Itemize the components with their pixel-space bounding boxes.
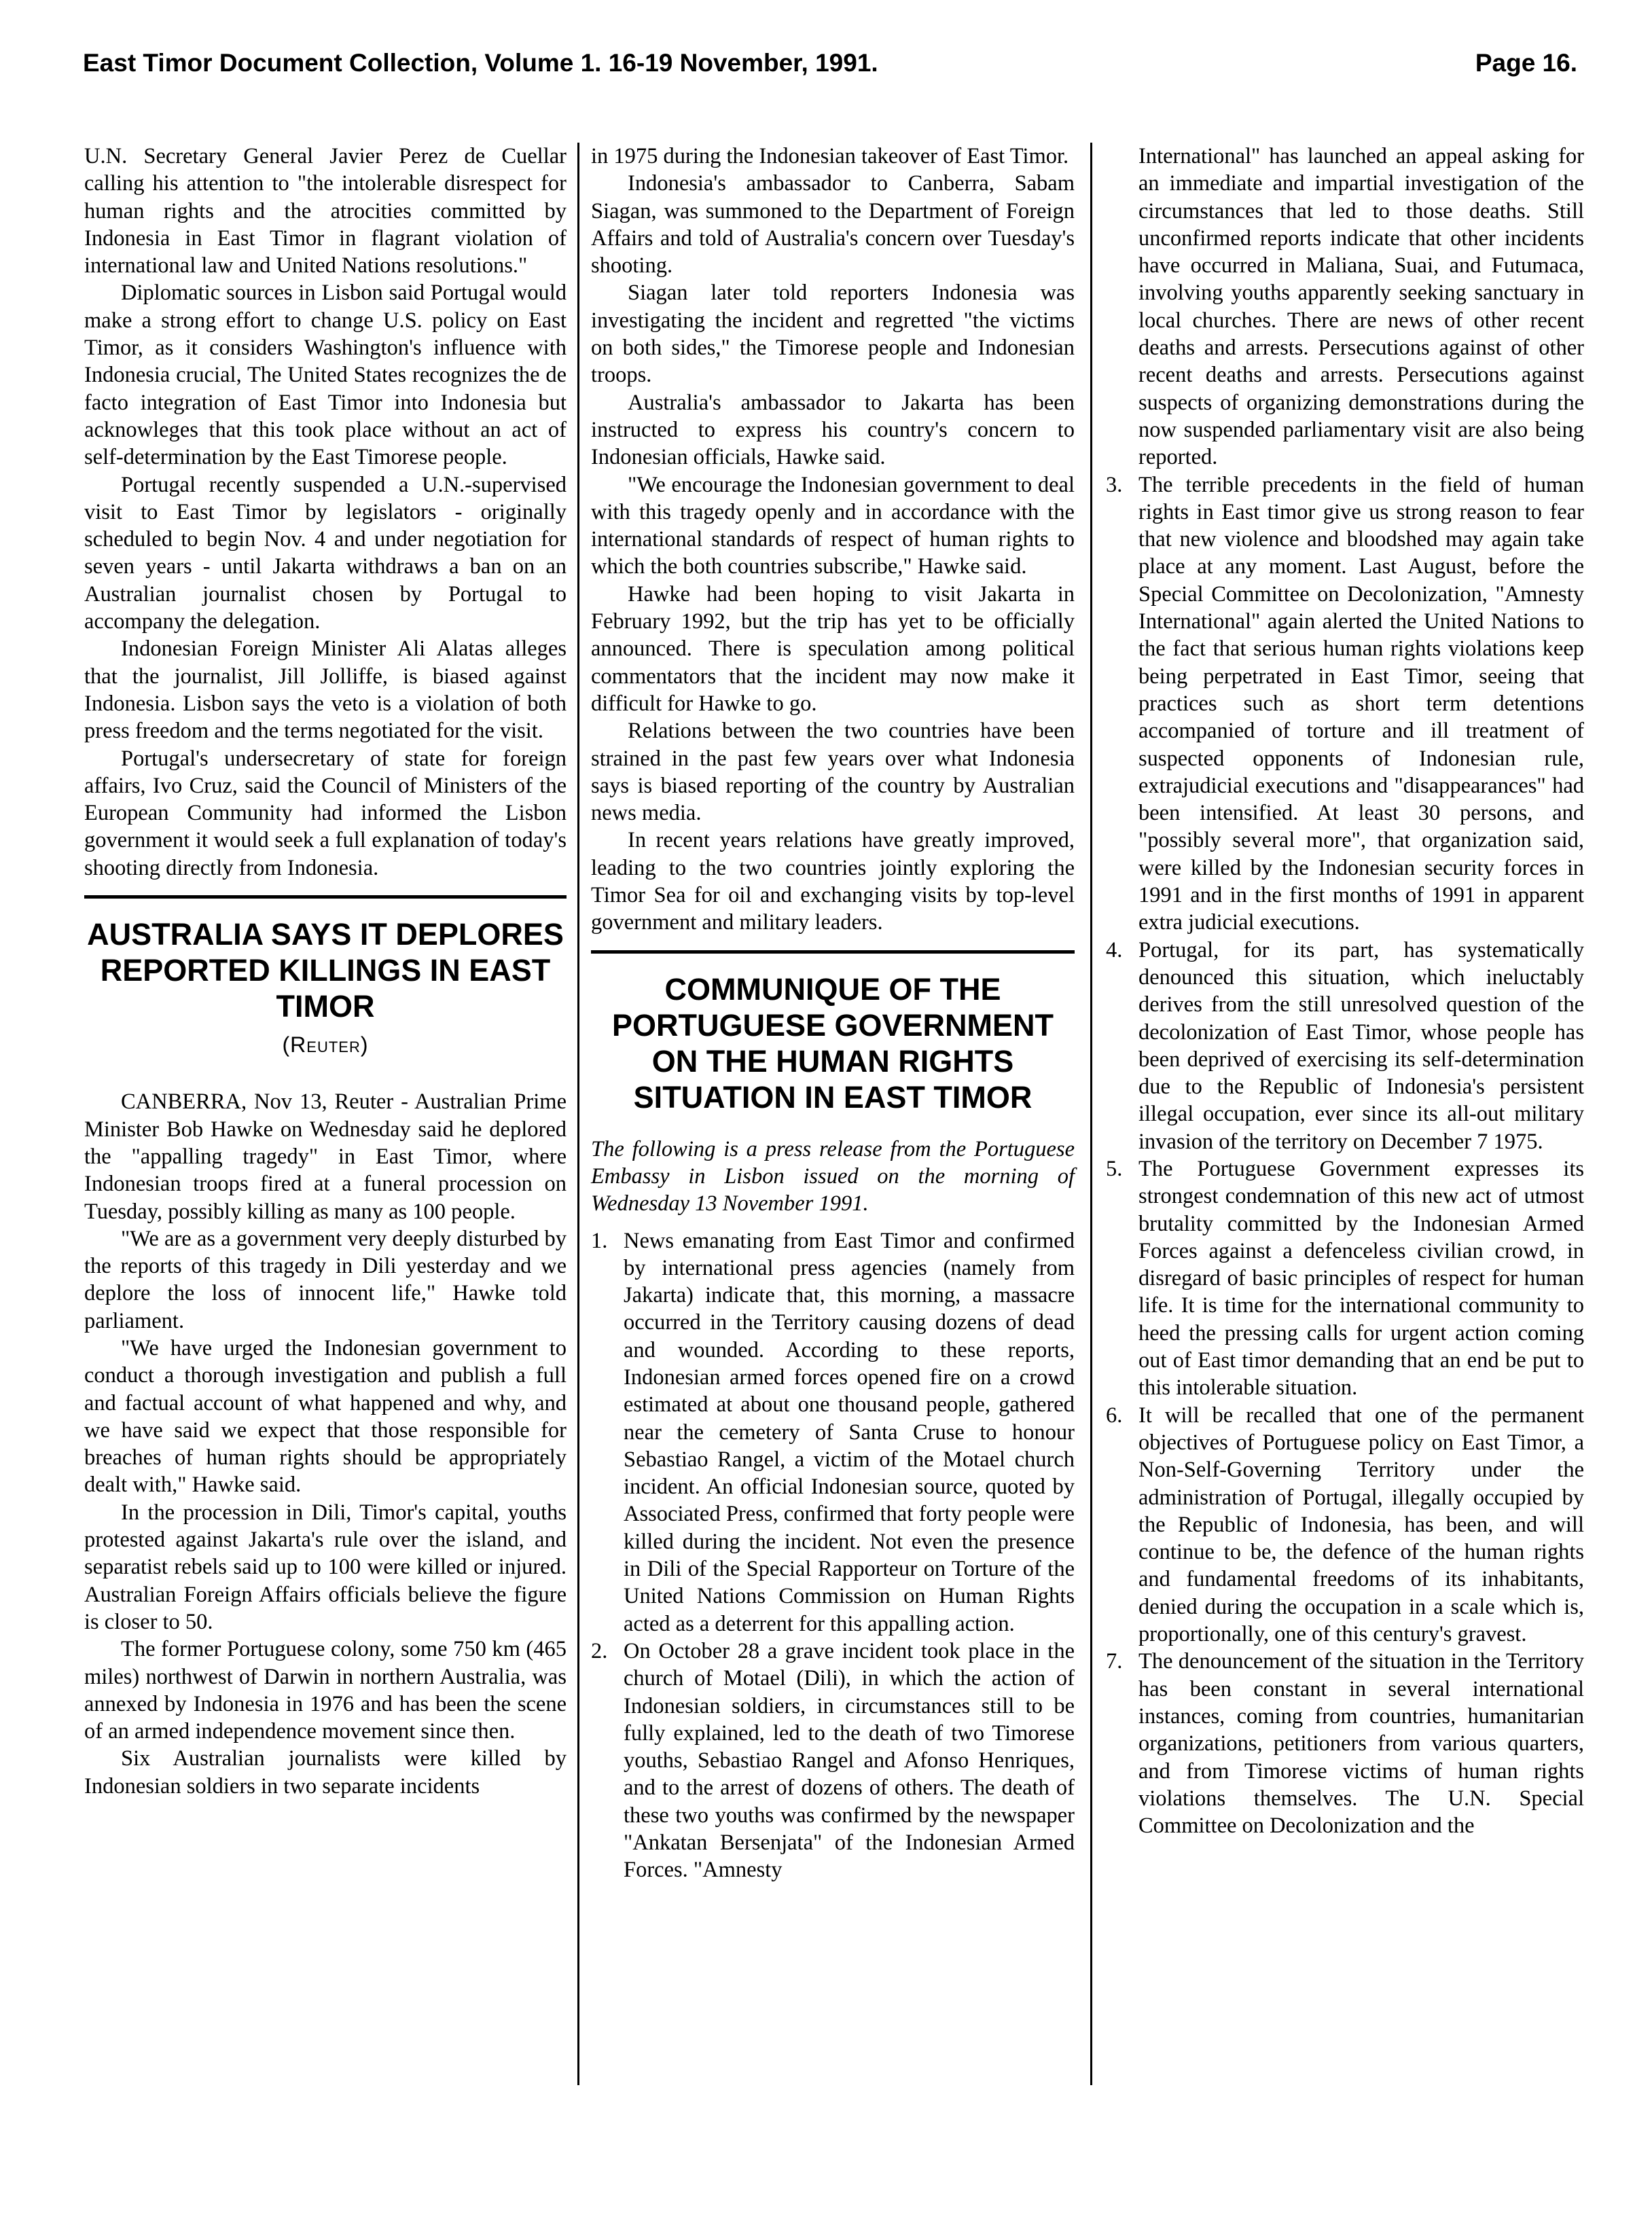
item-text: Portugal, for its part, has systematically denounced this situation, which ineluctably derives from the still unresolved question of the decolonization of East Timor, whose people has been deprived of exercising its self-determination due to the Republic of Indonesia's persistent illegal occupation, ever since its all-out military invasion of the territory on December 7 1975. bbox=[1138, 937, 1584, 1154]
item-text: On October 28 a grave incident took place in the church of Motael (Dili), in which the action of Indonesian soldiers, in circumstances still to be fully explained, led to the death of two Timorese youths, Sebastiao Rangel and Afonso Henriques, and to the arrest of dozens of others. The death of these two youths was confirmed by the newspaper "Ankatan Bersenjata" of the Indonesian Armed Forces. "Amnesty bbox=[624, 1638, 1075, 1883]
section-divider bbox=[84, 895, 567, 899]
paragraph: Hawke had been hoping to visit Jakarta in February 1992, but the trip has yet to be officially announced. There is speculation among political commentators that the incident may now make it difficult for Hawke to go. bbox=[591, 581, 1075, 716]
paragraph: U.N. Secretary General Javier Perez de Cuellar calling his attention to "the intolerable disrespect for human rights and the atrocities committed by Indonesia in East Timor in flagrant violation of international law and United Nations resolutions." bbox=[84, 144, 567, 278]
column-3 bbox=[1106, 143, 1584, 1839]
item-number: 4. bbox=[1106, 937, 1123, 962]
paragraph: Portugal recently suspended a U.N.-supervised visit to East Timor by legislators - originally scheduled to begin Nov. 4 and under negotiation for seven years - until Jakarta withdraws a ban on an Australian journalist chosen by Portugal to accompany the delegation. bbox=[84, 472, 567, 634]
list-item bbox=[591, 1638, 1075, 1884]
column-divider bbox=[577, 143, 579, 2085]
paragraph: Indonesian Foreign Minister Ali Alatas alleges that the journalist, Jill Jolliffe, is biased against Indonesia. Lisbon says the veto is a violation of both press freedom and the terms negotiated for the visit. bbox=[84, 636, 567, 744]
item-number: 2. bbox=[591, 1638, 608, 1663]
paragraph: "We have urged the Indonesian government to conduct a thorough investigation and publish a full and factual account of what happened and why, and we have said we expect that those responsible for breaches of human rights should be appropriately dealt with," Hawke said. bbox=[84, 1335, 567, 1498]
page-header bbox=[83, 45, 1577, 83]
column-1 bbox=[84, 143, 567, 1800]
paragraph: in 1975 during the Indonesian takeover of East Timor. bbox=[591, 144, 1069, 168]
paragraph: Australia's ambassador to Jakarta has been instructed to express his country's concern to Indonesian officials, Hawke said. bbox=[591, 390, 1075, 470]
press-release-intro: The following is a press release from the Portuguese Embassy in Lisbon issued on the morning of Wednesday 13 November 1991. bbox=[591, 1136, 1075, 1216]
item-text: The terrible precedents in the field of human rights in East timor give us strong reason to fear that new violence and bloodshed may again take place at any moment. Last August, before the Special Committee on Decolonization, "Amnesty International" again alerted the United Nations to the fact that serious human rights violations keep being perpetrated in East Timor, seeing that practices such as short term detentions accompanied of torture and ill treatment of suspected opponents of Indonesian rule, extrajudicial executions and "disappearances" had been intensified. At least 30 persons, and "possibly several more", that organization said, were killed by the Indonesian security forces in 1991 and in the first months of 1991 in apparent extra judicial executions. bbox=[1138, 472, 1584, 935]
paragraph: In the procession in Dili, Timor's capital, youths protested against Jakarta's rule over the island, and separatist rebels said up to 100 were killed or injured. Australian Foreign Affairs officials believe the figure is closer to 50. bbox=[84, 1500, 567, 1634]
item-text: It will be recalled that one of the permanent objectives of Portuguese policy on East Timor, a Non-Self-Governing Territory under the administration of Portugal, illegally occupied by the Republic of Indonesia, has been, and will continue to be, the defence of the human rights and fundamental freedoms of its inhabitants, denied during the occupation in a scale which is, proportionally, one of this century's gravest. bbox=[1138, 1403, 1584, 1647]
item-text: The Portuguese Government expresses its strongest condemnation of this new act of utmost brutality committed by the Indonesian Armed Forces against a defenceless civilian crowd, in disregard of basic principles of respect for human life. It is time for the international community to heed the pressing calls for urgent action coming out of East timor demanding that an end be put to this intolerable situation. bbox=[1138, 1156, 1584, 1401]
list-item bbox=[1106, 471, 1584, 937]
article-headline: COMMUNIQUE OF THE PORTUGUESE GOVERNMENT ON THE HUMAN RIGHTS SITUATION IN EAST TIMOR bbox=[611, 971, 1054, 1115]
paragraph: Indonesia's ambassador to Canberra, Sabam Siagan, was summoned to the Department of Foreign Affairs and told of Australia's concern over Tuesday's shooting. bbox=[591, 171, 1075, 278]
column-divider bbox=[1090, 143, 1092, 2085]
column-2 bbox=[591, 143, 1075, 1884]
paragraph: CANBERRA, Nov 13, Reuter - Australian Prime Minister Bob Hawke on Wednesday said he deplored the "appalling tragedy" in East Timor, where Indonesian troops fired at a funeral procession on Tuesday, possibly killing as many as 100 people. bbox=[84, 1089, 567, 1224]
list-item bbox=[591, 1227, 1075, 1638]
item-number: 6. bbox=[1106, 1403, 1123, 1428]
paragraph: "We are as a government very deeply disturbed by the reports of this tragedy in Dili yesterday and we deplore the loss of innocent life," Hawke told parliament. bbox=[84, 1226, 567, 1333]
continuation-paragraph: International" has launched an appeal asking for an immediate and impartial investigation of the circumstances that led to those deaths. Still unconfirmed reports indicate that other incidents have occurred in Maliana, Suai, and Futumaca, involving youths apparently seeking sanctuary in local churches. There are news of other recent deaths and arrests. Persecutions against of other recent deaths and arrests. Persecutions against suspects of organizing demonstrations during the now suspended parliamentary visit are also being reported. bbox=[1138, 144, 1584, 470]
article-byline: (Reuter) bbox=[282, 1032, 369, 1058]
paragraph: Portugal's undersecretary of state for foreign affairs, Ivo Cruz, said the Council of Ministers of the European Community had informed the Lisbon government it would seek a full explanation of today's shooting directly from Indonesia. bbox=[84, 746, 567, 880]
section-divider bbox=[591, 950, 1075, 954]
list-item bbox=[1106, 1402, 1584, 1648]
paragraph: In recent years relations have greatly improved, leading to the two countries jointly exploring the Timor Sea for oil and exchanging visits by top-level government and military leaders. bbox=[591, 828, 1075, 935]
item-number: 3. bbox=[1106, 472, 1123, 497]
item-text: News emanating from East Timor and confirmed by international press agencies (namely from Jakarta) indicate that, this morning, a massacre occurred in the Territory causing dozens of dead and wounded. According to these reports, Indonesian armed forces opened fire on a crowd estimated at about one thousand people, gathered near the cemetery of Santa Cruse to honour Sebastiao Rangel, a victim of the Motael church incident. An official Indonesian source, quoted by Associated Press, confirmed that forty people were killed during the incident. Not even the presence in Dili of the Special Rapporteur on Torture of the United Nations Commission on Human Rights acted as a deterrent for this appalling action. bbox=[624, 1228, 1075, 1636]
list-item bbox=[1106, 1155, 1584, 1402]
paragraph: Siagan later told reporters Indonesia was investigating the incident and regretted "the victims on both sides," the Timorese people and Indonesian troops. bbox=[591, 281, 1075, 388]
paragraph: Diplomatic sources in Lisbon said Portugal would make a strong effort to change U.S. policy on East Timor, as it considers Washington's influence with Indonesia crucial, The United States recognizes the de facto integration of East Timor into Indonesia but acknowleges that this took place without an act of self-determination by the East Timorese people. bbox=[84, 281, 567, 470]
item-number: 1. bbox=[591, 1228, 608, 1253]
article-headline: AUSTRALIA SAYS IT DEPLORES REPORTED KILLINGS IN EAST TIMOR bbox=[87, 917, 564, 1024]
paragraph: Six Australian journalists were killed by Indonesian soldiers in two separate incidents bbox=[84, 1746, 567, 1799]
paragraph: Relations between the two countries have been strained in the past few years over what Indonesia says is biased reporting of the country by Australian news media. bbox=[591, 719, 1075, 826]
item-number: 7. bbox=[1106, 1649, 1123, 1674]
collection-title: East Timor Document Collection, Volume 1. 16-19 November, 1991. bbox=[83, 49, 878, 77]
paragraph: The former Portuguese colony, some 750 km (465 miles) northwest of Darwin in northern Australia, was annexed by Indonesia in 1976 and has been the scene of an armed independence movement since then. bbox=[84, 1637, 567, 1744]
list-item bbox=[1106, 937, 1584, 1155]
list-item bbox=[1106, 1648, 1584, 1839]
paragraph: "We encourage the Indonesian government to deal with this tragedy openly and in accordance with the international standards of respect of human rights to which the both countries subscribe," Hawke said. bbox=[591, 472, 1075, 579]
item-number: 5. bbox=[1106, 1156, 1123, 1181]
item-text: The denouncement of the situation in the Territory has been constant in several international instances, coming from countries, humanitarian organizations, petitioners from various quarters, and from Timorese victims of human rights violations themselves. The U.N. Special Committee on Decolonization and the bbox=[1138, 1649, 1584, 1839]
page-number: Page 16. bbox=[1475, 49, 1577, 77]
